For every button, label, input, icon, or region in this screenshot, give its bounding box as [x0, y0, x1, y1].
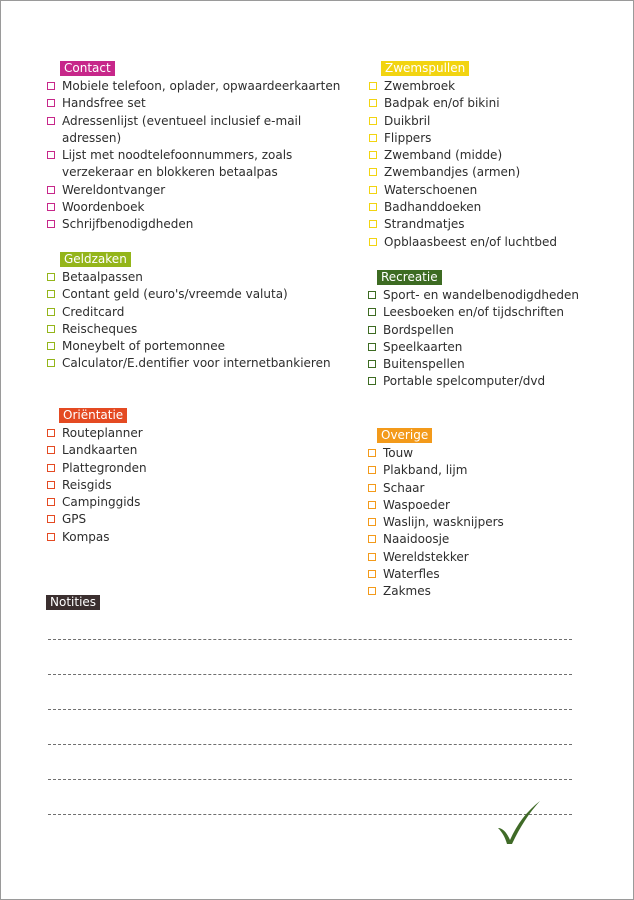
orientatie-item-label: Plattegronden — [62, 460, 147, 475]
zwemspullen-checkbox[interactable] — [369, 117, 377, 125]
orientatie-checkbox[interactable] — [47, 498, 55, 506]
zwemspullen-item[interactable] — [369, 182, 609, 199]
zwemspullen-checkbox[interactable] — [369, 134, 377, 142]
notes-line-1[interactable] — [48, 639, 572, 640]
recreatie-item[interactable] — [368, 339, 608, 356]
section-notities — [46, 591, 586, 612]
orientatie-checkbox[interactable] — [47, 429, 55, 437]
recreatie-header: Recreatie — [377, 270, 442, 285]
zwemspullen-list — [369, 78, 609, 251]
zwemspullen-item-label: Badpak en/of bikini — [384, 96, 500, 111]
orientatie-item[interactable] — [47, 529, 347, 546]
contact-item-label: Handsfree set — [62, 96, 146, 111]
zwemspullen-checkbox[interactable] — [369, 238, 377, 246]
zwemspullen-item[interactable] — [369, 234, 609, 251]
contact-item-label: Woordenboek — [62, 200, 145, 215]
overige-item-label: Waspoeder — [383, 497, 450, 512]
overige-item-label: Naaidoosje — [383, 532, 450, 547]
orientatie-item-label: Landkaarten — [62, 443, 138, 458]
contact-checkbox[interactable] — [47, 186, 55, 194]
section-orientatie — [47, 404, 347, 546]
orientatie-item-label: Reisgids — [62, 477, 112, 492]
recreatie-checkbox[interactable] — [368, 360, 376, 368]
overige-checkbox[interactable] — [368, 449, 376, 457]
overige-item-label: Schaar — [383, 480, 425, 495]
geldzaken-checkbox[interactable] — [47, 308, 55, 316]
contact-item-label: Wereldontvanger — [62, 182, 166, 197]
zwemspullen-item-label: Waterschoenen — [384, 182, 478, 197]
recreatie-item[interactable] — [368, 373, 608, 390]
overige-checkbox[interactable] — [368, 484, 376, 492]
notes-line-4[interactable] — [48, 744, 572, 745]
overige-checkbox[interactable] — [368, 535, 376, 543]
contact-item-label: Adressenlijst (eventueel inclusief e-mail adressen) — [62, 113, 302, 145]
orientatie-checkbox[interactable] — [47, 481, 55, 489]
overige-checkbox[interactable] — [368, 466, 376, 474]
notes-line-2[interactable] — [48, 674, 572, 675]
zwemspullen-checkbox[interactable] — [369, 82, 377, 90]
overige-item[interactable] — [368, 549, 608, 566]
geldzaken-item-label: Reischeques — [62, 321, 138, 336]
geldzaken-checkbox[interactable] — [47, 273, 55, 281]
zwemspullen-item-label: Zwembroek — [384, 79, 456, 93]
overige-item-label: Plakband, lijm — [383, 463, 468, 478]
contact-checkbox[interactable] — [47, 220, 55, 228]
geldzaken-item[interactable] — [47, 321, 347, 338]
geldzaken-item[interactable] — [47, 304, 347, 321]
orientatie-checkbox[interactable] — [47, 515, 55, 523]
geldzaken-item-label: Creditcard — [62, 304, 125, 319]
orientatie-item-label: Kompas — [62, 529, 110, 544]
recreatie-item-label: Speelkaarten — [383, 339, 463, 354]
zwemspullen-item[interactable] — [369, 78, 609, 95]
contact-list — [47, 78, 347, 234]
contact-checkbox[interactable] — [47, 117, 55, 125]
recreatie-checkbox[interactable] — [368, 377, 376, 385]
overige-item[interactable] — [368, 445, 608, 462]
contact-item[interactable] — [47, 78, 347, 95]
geldzaken-item-label: Moneybelt of portemonnee — [62, 339, 226, 354]
overige-item[interactable] — [368, 480, 608, 497]
zwemspullen-item[interactable] — [369, 216, 609, 233]
contact-item[interactable] — [47, 147, 347, 182]
zwemspullen-item-label: Duikbril — [384, 113, 431, 128]
zwemspullen-checkbox[interactable] — [369, 151, 377, 159]
orientatie-list — [47, 425, 347, 546]
recreatie-item[interactable] — [368, 304, 608, 321]
orientatie-checkbox[interactable] — [47, 464, 55, 472]
geldzaken-checkbox[interactable] — [47, 290, 55, 298]
overige-item[interactable] — [368, 531, 608, 548]
notes-line-6[interactable] — [48, 814, 572, 815]
orientatie-item[interactable] — [47, 477, 347, 494]
orientatie-header: Oriëntatie — [59, 408, 127, 423]
geldzaken-item-label: Contant geld (euro's/vreemde valuta) — [62, 287, 288, 302]
geldzaken-checkbox[interactable] — [47, 325, 55, 333]
overige-item[interactable] — [368, 566, 608, 583]
zwemspullen-item[interactable] — [369, 113, 609, 130]
contact-checkbox[interactable] — [47, 151, 55, 159]
recreatie-item-label: Portable spelcomputer/dvd — [383, 374, 546, 389]
notities-header: Notities — [46, 595, 100, 610]
orientatie-checkbox[interactable] — [47, 533, 55, 541]
zwemspullen-header: Zwemspullen — [381, 61, 469, 76]
contact-item[interactable] — [47, 95, 347, 112]
contact-item[interactable] — [47, 113, 347, 148]
zwemspullen-item[interactable] — [369, 95, 609, 112]
overige-item[interactable] — [368, 462, 608, 479]
zwemspullen-item[interactable] — [369, 147, 609, 164]
orientatie-item-label: GPS — [62, 512, 87, 527]
contact-checkbox[interactable] — [47, 99, 55, 107]
contact-item-label: Mobiele telefoon, oplader, opwaardeerkaarten — [62, 79, 341, 93]
notes-line-3[interactable] — [48, 709, 572, 710]
orientatie-item-label: Campinggids — [62, 495, 141, 510]
contact-item-label: Lijst met noodtelefoonnummers, zoals verzekeraar en blokkeren betaalpas — [62, 148, 293, 180]
contact-item-label: Schrijfbenodigdheden — [62, 217, 194, 232]
recreatie-item-label: Bordspellen — [383, 322, 454, 337]
geldzaken-header: Geldzaken — [60, 252, 131, 267]
overige-item-label: Wereldstekker — [383, 549, 469, 564]
recreatie-item[interactable] — [368, 356, 608, 373]
section-recreatie — [368, 266, 608, 391]
section-overige — [368, 424, 608, 601]
overige-item-label: Waslijn, wasknijpers — [383, 515, 504, 530]
overige-checkbox[interactable] — [368, 518, 376, 526]
contact-item[interactable] — [47, 182, 347, 199]
orientatie-item[interactable] — [47, 494, 347, 511]
overige-item-label: Touw — [383, 446, 414, 460]
overige-item[interactable] — [368, 514, 608, 531]
contact-checkbox[interactable] — [47, 82, 55, 90]
orientatie-item[interactable] — [47, 460, 347, 477]
geldzaken-list — [47, 269, 347, 373]
zwemspullen-item[interactable] — [369, 164, 609, 181]
orientatie-item[interactable] — [47, 511, 347, 528]
geldzaken-item[interactable] — [47, 355, 347, 372]
recreatie-item[interactable] — [368, 322, 608, 339]
geldzaken-checkbox[interactable] — [47, 342, 55, 350]
overige-checkbox[interactable] — [368, 553, 376, 561]
overige-item-label: Zakmes — [383, 584, 431, 599]
contact-header: Contact — [60, 61, 115, 76]
zwemspullen-item-label: Opblaasbeest en/of luchtbed — [384, 234, 558, 249]
contact-item[interactable] — [47, 199, 347, 216]
section-geldzaken — [47, 248, 347, 373]
geldzaken-checkbox[interactable] — [47, 359, 55, 367]
overige-item-label: Waterfles — [383, 567, 440, 582]
geldzaken-item-label: Calculator/E.dentifier voor internetbankieren — [62, 356, 331, 371]
section-zwemspullen — [369, 57, 609, 251]
overige-checkbox[interactable] — [368, 501, 376, 509]
overige-header: Overige — [377, 428, 432, 443]
geldzaken-item[interactable] — [47, 338, 347, 355]
overige-checkbox[interactable] — [368, 570, 376, 578]
zwemspullen-item-label: Badhanddoeken — [384, 200, 482, 215]
recreatie-checkbox[interactable] — [368, 343, 376, 351]
recreatie-checkbox[interactable] — [368, 326, 376, 334]
overige-item[interactable] — [368, 497, 608, 514]
zwemspullen-item-label: Zwembandjes (armen) — [384, 165, 521, 180]
zwemspullen-item-label: Zwemband (midde) — [384, 148, 503, 163]
orientatie-checkbox[interactable] — [47, 446, 55, 454]
recreatie-list — [368, 287, 608, 391]
notes-line-5[interactable] — [48, 779, 572, 780]
recreatie-checkbox[interactable] — [368, 291, 376, 299]
zwemspullen-item-label: Flippers — [384, 130, 432, 145]
zwemspullen-checkbox[interactable] — [369, 220, 377, 228]
orientatie-item[interactable] — [47, 442, 347, 459]
zwemspullen-item[interactable] — [369, 199, 609, 216]
zwemspullen-checkbox[interactable] — [369, 99, 377, 107]
zwemspullen-item[interactable] — [369, 130, 609, 147]
section-contact — [47, 57, 347, 234]
orientatie-item[interactable] — [47, 425, 347, 442]
recreatie-checkbox[interactable] — [368, 308, 376, 316]
checkmark-icon — [496, 798, 542, 846]
zwemspullen-checkbox[interactable] — [369, 203, 377, 211]
recreatie-item-label: Sport- en wandelbenodigdheden — [383, 288, 579, 302]
zwemspullen-item-label: Strandmatjes — [384, 217, 465, 232]
zwemspullen-checkbox[interactable] — [369, 168, 377, 176]
recreatie-item-label: Buitenspellen — [383, 357, 465, 372]
recreatie-item-label: Leesboeken en/of tijdschriften — [383, 305, 564, 320]
recreatie-item[interactable] — [368, 287, 608, 304]
contact-checkbox[interactable] — [47, 203, 55, 211]
orientatie-item-label: Routeplanner — [62, 426, 143, 440]
geldzaken-item-label: Betaalpassen — [62, 270, 143, 284]
geldzaken-item[interactable] — [47, 269, 347, 286]
geldzaken-item[interactable] — [47, 286, 347, 303]
contact-item[interactable] — [47, 216, 347, 233]
overige-list — [368, 445, 608, 601]
zwemspullen-checkbox[interactable] — [369, 186, 377, 194]
